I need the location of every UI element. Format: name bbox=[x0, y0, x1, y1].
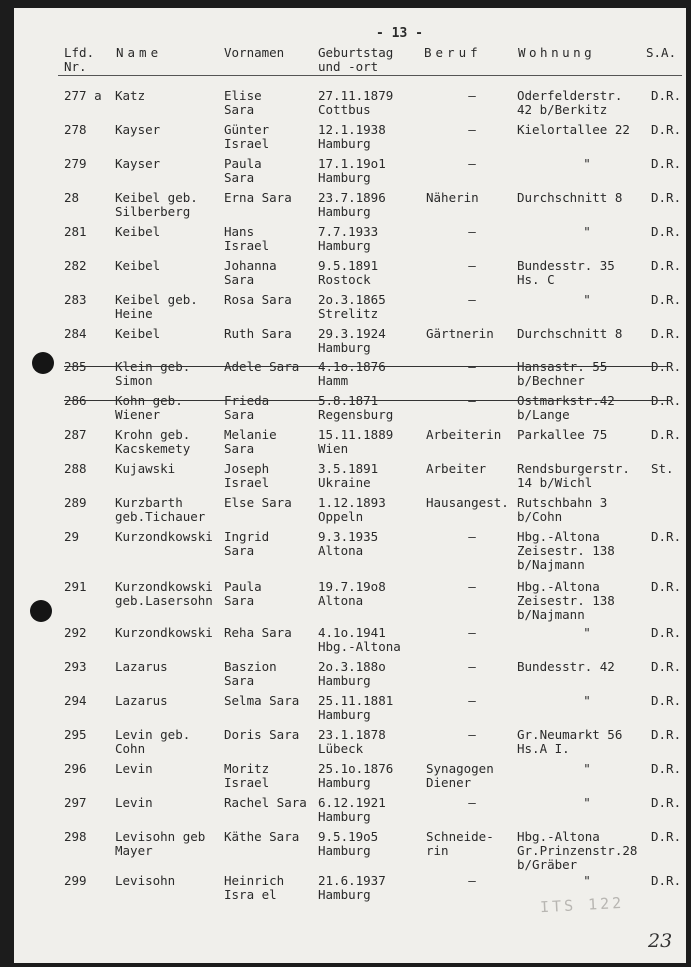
cell-geburt: 2o.3.1865 Strelitz bbox=[318, 292, 386, 321]
cell-geburt: 9.3.1935 Altona bbox=[318, 529, 379, 558]
cell-wohnung: Bundesstr. 42 bbox=[517, 659, 615, 674]
archive-stamp: ITS 122 bbox=[539, 893, 625, 917]
cell-vornamen: Erna Sara bbox=[224, 190, 292, 205]
cell-name: Keibel geb. Silberberg bbox=[115, 190, 198, 219]
cell-lfd-nr: 287 bbox=[64, 427, 87, 442]
cell-geburt: 29.3.1924 Hamburg bbox=[318, 326, 386, 355]
cell-vornamen: Johanna Sara bbox=[224, 258, 277, 287]
cell-beruf: – bbox=[468, 693, 476, 708]
cell-vornamen: Ingrid Sara bbox=[224, 529, 270, 558]
cell-beruf: – bbox=[468, 659, 476, 674]
cell-sa: D.R. bbox=[651, 795, 682, 810]
cell-geburt: 6.12.1921 Hamburg bbox=[318, 795, 386, 824]
cell-vornamen: Paula Sara bbox=[224, 156, 262, 185]
cell-beruf: Schneide- rin bbox=[426, 829, 494, 858]
cell-vornamen: Rosa Sara bbox=[224, 292, 292, 307]
cell-wohnung: Rutschbahn 3 b/Cohn bbox=[517, 495, 608, 524]
table-row bbox=[14, 123, 686, 157]
column-header-lfd-nr: Lfd. Nr. bbox=[64, 45, 95, 74]
cell-beruf: Näherin bbox=[426, 190, 479, 205]
cell-lfd-nr: 283 bbox=[64, 292, 87, 307]
cell-beruf: – bbox=[468, 88, 476, 103]
cell-lfd-nr: 281 bbox=[64, 224, 87, 239]
table-row bbox=[14, 626, 686, 660]
table-row bbox=[14, 694, 686, 728]
cell-lfd-nr: 29 bbox=[64, 529, 80, 544]
cell-sa: D.R. bbox=[651, 326, 682, 341]
cell-vornamen: Melanie Sara bbox=[224, 427, 277, 456]
cell-wohnung: " bbox=[583, 224, 591, 239]
cell-vornamen: Ruth Sara bbox=[224, 326, 292, 341]
cell-sa: D.R. bbox=[651, 659, 682, 674]
cell-beruf: – bbox=[468, 292, 476, 307]
cell-beruf: Arbeiter bbox=[426, 461, 487, 476]
cell-beruf: Synagogen Diener bbox=[426, 761, 494, 790]
cell-vornamen: Moritz Israel bbox=[224, 761, 270, 790]
cell-geburt: 27.11.1879 Cottbus bbox=[318, 88, 394, 117]
cell-vornamen: Günter Israel bbox=[224, 122, 270, 151]
cell-sa: D.R. bbox=[651, 873, 682, 888]
folio-number: 23 bbox=[648, 930, 673, 952]
cell-lfd-nr: 295 bbox=[64, 727, 87, 742]
cell-wohnung: Gr.Neumarkt 56 Hs.A I. bbox=[517, 727, 623, 756]
cell-lfd-nr: 282 bbox=[64, 258, 87, 273]
cell-beruf: – bbox=[468, 122, 476, 137]
cell-vornamen: Rachel Sara bbox=[224, 795, 307, 810]
cell-sa: D.R. bbox=[651, 258, 682, 273]
table-row bbox=[14, 157, 686, 191]
cell-geburt: 5.8.1871 Regensburg bbox=[318, 393, 394, 422]
cell-wohnung: Kielortallee 22 bbox=[517, 122, 630, 137]
table-row bbox=[14, 660, 686, 694]
cell-wohnung: Rendsburgerstr. 14 b/Wichl bbox=[517, 461, 630, 490]
table-row bbox=[14, 796, 686, 830]
cell-geburt: 19.7.19o8 Altona bbox=[318, 579, 386, 608]
cell-geburt: 1.12.1893 Oppeln bbox=[318, 495, 386, 524]
cell-lfd-nr: 288 bbox=[64, 461, 87, 476]
cell-geburt: 23.7.1896 Hamburg bbox=[318, 190, 386, 219]
table-row bbox=[14, 327, 686, 361]
cell-beruf: – bbox=[468, 529, 476, 544]
cell-wohnung: Hbg.-Altona Zeisestr. 138 b/Najmann bbox=[517, 529, 615, 572]
cell-geburt: 23.1.1878 Lübeck bbox=[318, 727, 386, 756]
cell-wohnung: " bbox=[583, 693, 591, 708]
cell-wohnung: " bbox=[583, 795, 591, 810]
cell-wohnung: " bbox=[583, 292, 591, 307]
cell-lfd-nr: 289 bbox=[64, 495, 87, 510]
cell-wohnung: Bundesstr. 35 Hs. C bbox=[517, 258, 615, 287]
cell-geburt: 4.1o.1876 Hamm bbox=[318, 359, 386, 388]
cell-lfd-nr: 286 bbox=[64, 393, 87, 408]
strike-through-line bbox=[64, 400, 670, 401]
cell-wohnung: Hbg.-Altona Gr.Prinzenstr.28 b/Gräber bbox=[517, 829, 638, 872]
table-row bbox=[14, 293, 686, 327]
register-table bbox=[14, 8, 686, 963]
cell-sa: D.R. bbox=[651, 693, 682, 708]
column-header-geburt: Geburtstag und -ort bbox=[318, 45, 394, 74]
cell-lfd-nr: 279 bbox=[64, 156, 87, 171]
column-header-wohnung: Wohnung bbox=[518, 45, 596, 60]
cell-beruf: Gärtnerin bbox=[426, 326, 494, 341]
cell-lfd-nr: 277 a bbox=[64, 88, 102, 103]
cell-name: Keibel bbox=[115, 258, 161, 273]
cell-sa: D.R. bbox=[651, 224, 682, 239]
cell-vornamen: Käthe Sara bbox=[224, 829, 300, 844]
table-row bbox=[14, 728, 686, 762]
cell-lfd-nr: 293 bbox=[64, 659, 87, 674]
cell-sa: D.R. bbox=[651, 292, 682, 307]
cell-vornamen: Elise Sara bbox=[224, 88, 262, 117]
cell-beruf: – bbox=[468, 873, 476, 888]
cell-sa: D.R. bbox=[651, 190, 682, 205]
cell-vornamen: Joseph Israel bbox=[224, 461, 270, 490]
table-row bbox=[14, 428, 686, 462]
cell-name: Levisohn geb Mayer bbox=[115, 829, 206, 858]
cell-sa: D.R. bbox=[651, 529, 682, 544]
cell-lfd-nr: 28 bbox=[64, 190, 80, 205]
cell-sa: D.R. bbox=[651, 625, 682, 640]
cell-lfd-nr: 284 bbox=[64, 326, 87, 341]
cell-lfd-nr: 292 bbox=[64, 625, 87, 640]
cell-vornamen: Frieda Sara bbox=[224, 393, 270, 422]
cell-sa: D.R. bbox=[651, 829, 682, 844]
cell-name: Levin bbox=[115, 761, 153, 776]
cell-name: Keibel geb. Heine bbox=[115, 292, 198, 321]
cell-wohnung: Ostmarkstr.42 b/Lange bbox=[517, 393, 615, 422]
cell-beruf: – bbox=[468, 224, 476, 239]
cell-wohnung: Durchschnitt 8 bbox=[517, 326, 623, 341]
cell-vornamen: Baszion Sara bbox=[224, 659, 277, 688]
table-row bbox=[14, 394, 686, 428]
table-row bbox=[14, 259, 686, 293]
table-row bbox=[14, 762, 686, 796]
cell-name: Keibel bbox=[115, 326, 161, 341]
cell-beruf: – bbox=[468, 359, 476, 374]
cell-lfd-nr: 298 bbox=[64, 829, 87, 844]
cell-vornamen: Selma Sara bbox=[224, 693, 300, 708]
page-number: - 13 - bbox=[376, 26, 423, 41]
cell-geburt: 25.1o.1876 Hamburg bbox=[318, 761, 394, 790]
cell-geburt: 3.5.1891 Ukraine bbox=[318, 461, 379, 490]
cell-name: Kurzbarth geb.Tichauer bbox=[115, 495, 206, 524]
table-row bbox=[14, 225, 686, 259]
cell-name: Krohn geb. Kacskemety bbox=[115, 427, 191, 456]
cell-beruf: – bbox=[468, 258, 476, 273]
cell-wohnung: Hbg.-Altona Zeisestr. 138 b/Najmann bbox=[517, 579, 615, 622]
cell-name: Kayser bbox=[115, 156, 161, 171]
cell-geburt: 2o.3.188o Hamburg bbox=[318, 659, 386, 688]
cell-vornamen: Reha Sara bbox=[224, 625, 292, 640]
cell-geburt: 12.1.1938 Hamburg bbox=[318, 122, 386, 151]
cell-lfd-nr: 278 bbox=[64, 122, 87, 137]
cell-beruf: – bbox=[468, 393, 476, 408]
cell-geburt: 9.5.19o5 Hamburg bbox=[318, 829, 379, 858]
cell-beruf: – bbox=[468, 795, 476, 810]
cell-beruf: – bbox=[468, 625, 476, 640]
cell-vornamen: Doris Sara bbox=[224, 727, 300, 742]
cell-wohnung: Hansastr. 55 b/Bechner bbox=[517, 359, 608, 388]
cell-lfd-nr: 299 bbox=[64, 873, 87, 888]
cell-name: Keibel bbox=[115, 224, 161, 239]
cell-lfd-nr: 291 bbox=[64, 579, 87, 594]
cell-name: Kayser bbox=[115, 122, 161, 137]
table-row bbox=[14, 829, 686, 872]
cell-sa: D.R. bbox=[651, 427, 682, 442]
cell-sa: D.R. bbox=[651, 579, 682, 594]
cell-sa: D.R. bbox=[651, 359, 682, 374]
column-header-sa: S.A. bbox=[646, 45, 677, 60]
cell-sa: D.R. bbox=[651, 156, 682, 171]
cell-name: Levin bbox=[115, 795, 153, 810]
table-row bbox=[14, 529, 686, 572]
cell-geburt: 25.11.1881 Hamburg bbox=[318, 693, 394, 722]
table-row bbox=[14, 579, 686, 622]
column-header-beruf: Beruf bbox=[424, 45, 482, 60]
cell-lfd-nr: 297 bbox=[64, 795, 87, 810]
cell-geburt: 17.1.19o1 Hamburg bbox=[318, 156, 386, 185]
cell-geburt: 9.5.1891 Rostock bbox=[318, 258, 379, 287]
cell-sa: St. bbox=[651, 461, 674, 476]
table-row bbox=[14, 89, 686, 123]
cell-name: Kujawski bbox=[115, 461, 176, 476]
table-row bbox=[14, 496, 686, 530]
cell-name: Klein geb. Simon bbox=[115, 359, 191, 388]
cell-wohnung: " bbox=[583, 156, 591, 171]
cell-name: Kohn geb. Wiener bbox=[115, 393, 183, 422]
cell-beruf: – bbox=[468, 156, 476, 171]
cell-wohnung: Parkallee 75 bbox=[517, 427, 608, 442]
cell-geburt: 7.7.1933 Hamburg bbox=[318, 224, 379, 253]
cell-sa: D.R. bbox=[651, 88, 682, 103]
cell-beruf: Arbeiterin bbox=[426, 427, 502, 442]
cell-sa: D.R. bbox=[651, 727, 682, 742]
strike-through-line bbox=[64, 366, 670, 367]
cell-geburt: 4.1o.1941 Hbg.-Altona bbox=[318, 625, 401, 654]
column-header-name: Name bbox=[116, 45, 163, 60]
cell-name: Kurzondkowski bbox=[115, 529, 213, 544]
cell-name: Lazarus bbox=[115, 659, 168, 674]
cell-beruf: Hausangest. bbox=[426, 495, 509, 510]
cell-wohnung: " bbox=[583, 761, 591, 776]
cell-name: Katz bbox=[115, 88, 146, 103]
cell-name: Kurzondkowski bbox=[115, 625, 213, 640]
cell-sa: D.R. bbox=[651, 122, 682, 137]
cell-vornamen: Else Sara bbox=[224, 495, 292, 510]
cell-beruf: – bbox=[468, 579, 476, 594]
cell-geburt: 21.6.1937 Hamburg bbox=[318, 873, 386, 902]
cell-beruf: – bbox=[468, 727, 476, 742]
table-row bbox=[14, 462, 686, 496]
cell-name: Levin geb. Cohn bbox=[115, 727, 191, 756]
cell-vornamen: Hans Israel bbox=[224, 224, 270, 253]
cell-lfd-nr: 294 bbox=[64, 693, 87, 708]
cell-name: Lazarus bbox=[115, 693, 168, 708]
cell-wohnung: " bbox=[583, 873, 591, 888]
cell-sa: D.R. bbox=[651, 761, 682, 776]
cell-wohnung: Oderfelderstr. 42 b/Berkitz bbox=[517, 88, 623, 117]
cell-sa: D.R. bbox=[651, 393, 682, 408]
cell-vornamen: Paula Sara bbox=[224, 579, 262, 608]
cell-lfd-nr: 285 bbox=[64, 359, 87, 374]
column-header-vornamen: Vornamen bbox=[224, 45, 285, 60]
cell-vornamen: Heinrich Isra el bbox=[224, 873, 285, 902]
document-page bbox=[14, 8, 686, 963]
cell-geburt: 15.11.1889 Wien bbox=[318, 427, 394, 456]
cell-lfd-nr: 296 bbox=[64, 761, 87, 776]
cell-name: Levisohn bbox=[115, 873, 176, 888]
cell-vornamen: Adele Sara bbox=[224, 359, 300, 374]
cell-name: Kurzondkowski geb.Lasersohn bbox=[115, 579, 213, 608]
table-row bbox=[14, 191, 686, 225]
cell-wohnung: " bbox=[583, 625, 591, 640]
table-row bbox=[14, 360, 686, 394]
cell-wohnung: Durchschnitt 8 bbox=[517, 190, 623, 205]
